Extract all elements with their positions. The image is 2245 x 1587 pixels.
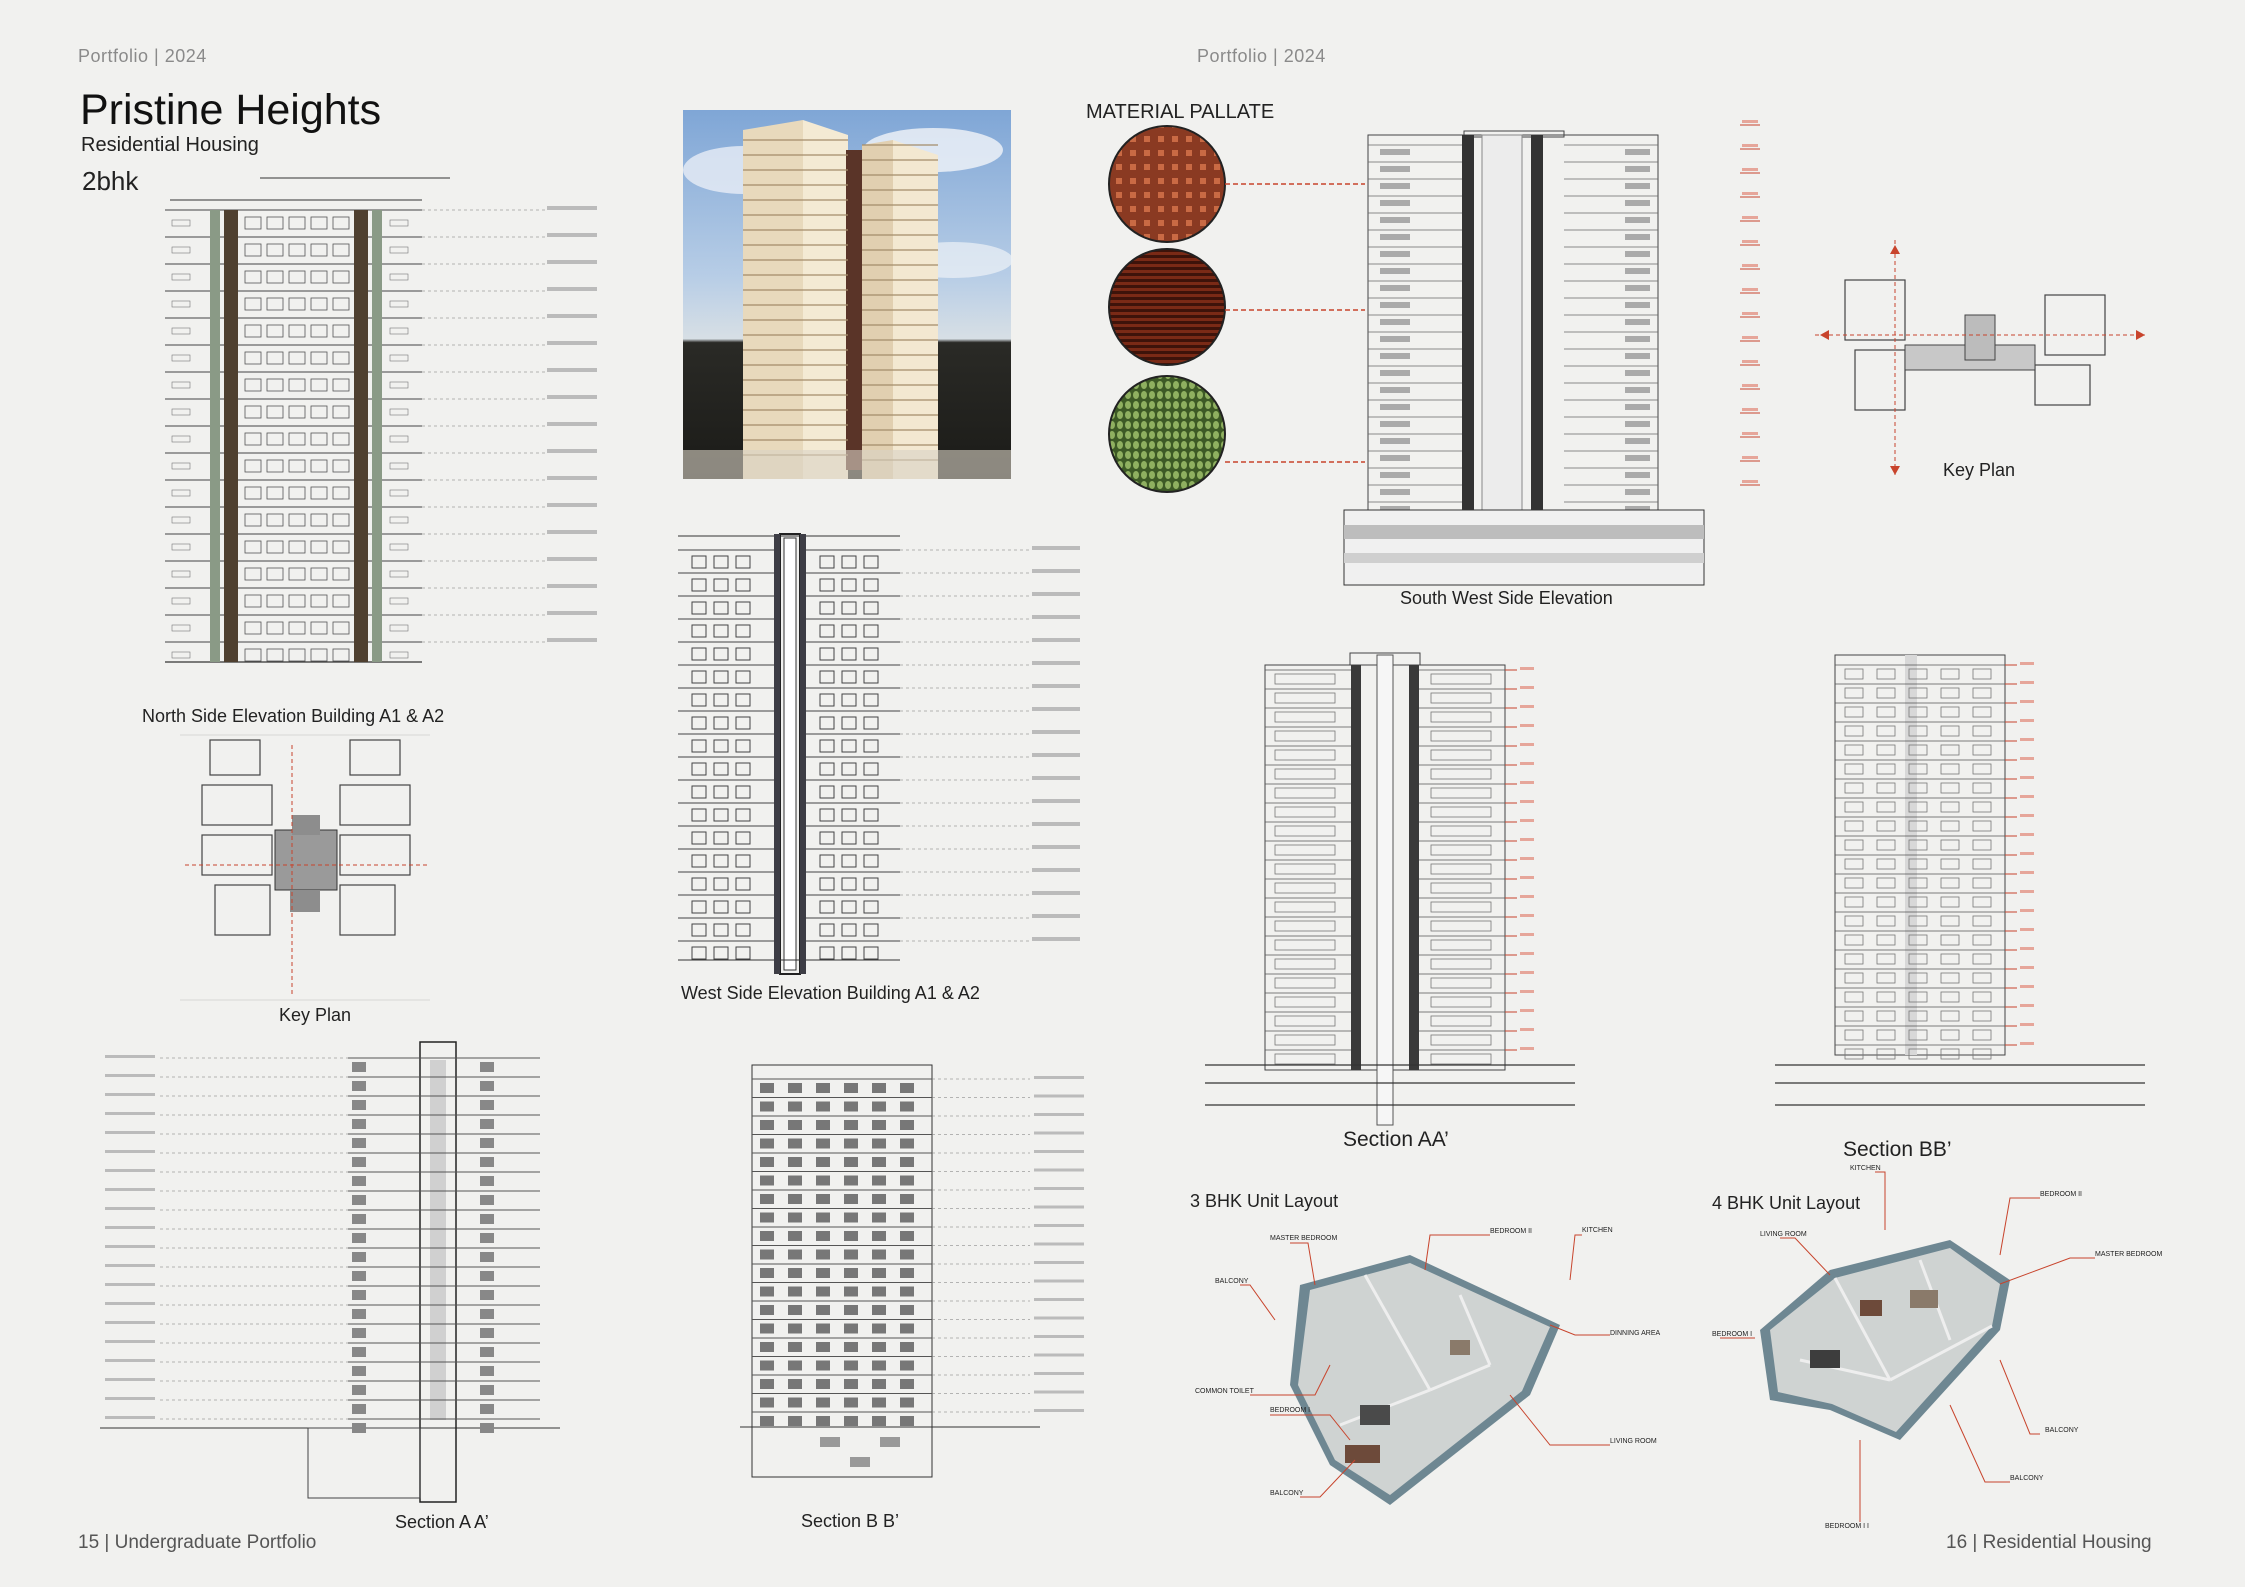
unit-3bhk-isometric <box>1190 1215 1690 1515</box>
material-pallate-heading: MATERIAL PALLATE <box>1086 101 1275 123</box>
section-aa-drawing <box>1205 645 1595 1130</box>
west-elevation-drawing <box>670 520 1110 980</box>
tower-render-image <box>683 110 1011 479</box>
unit-4bhk-isometric <box>1700 1160 2163 1540</box>
footer-left: 15 | Undergraduate Portfolio <box>78 1532 317 1553</box>
page-subtitle: Residential Housing <box>81 134 259 156</box>
footer-right: 16 | Residential Housing <box>1946 1532 2152 1553</box>
caption-north-elevation: North Side Elevation Building A1 & A2 <box>142 706 445 726</box>
section-a-left-drawing <box>100 1040 560 1510</box>
south-west-elevation-drawing <box>1340 105 1760 585</box>
caption-section-aa: Section AA’ <box>1343 1128 1449 1151</box>
green-wall-swatch <box>1109 376 1225 492</box>
room-label-3bhk: BALCONY <box>1215 1278 1249 1285</box>
room-label-4bhk: BALCONY <box>2045 1427 2079 1434</box>
room-label-4bhk: BEDROOM I I <box>1825 1523 1869 1530</box>
key-plan-right-drawing <box>1815 240 2155 480</box>
room-label-3bhk: DINNING AREA <box>1610 1330 1661 1337</box>
timber-louver-swatch <box>1109 249 1225 365</box>
room-label-3bhk: KITCHEN <box>1582 1227 1613 1234</box>
caption-section-b-left: Section B B’ <box>801 1511 900 1531</box>
caption-west-elevation: West Side Elevation Building A1 & A2 <box>681 983 980 1003</box>
room-label-3bhk: BEDROOM II <box>1490 1228 1533 1235</box>
section-bb-drawing <box>1695 645 2155 1130</box>
caption-section-a-left: Section A A’ <box>395 1512 489 1532</box>
caption-key-plan-right: Key Plan <box>1943 460 2016 480</box>
key-plan-left-drawing <box>180 735 470 1005</box>
north-elevation-drawing <box>160 170 660 695</box>
caption-3bhk-layout: 3 BHK Unit Layout <box>1190 1191 1339 1211</box>
brick-jali-swatch <box>1109 126 1225 242</box>
header-left: Portfolio | 2024 <box>78 46 207 66</box>
room-label-4bhk: BEDROOM I <box>1712 1331 1753 1338</box>
room-label-3bhk: COMMON TOILET <box>1195 1388 1254 1395</box>
room-label-4bhk: KITCHEN <box>1850 1165 1881 1172</box>
unit-type: 2bhk <box>82 166 139 196</box>
room-label-4bhk: BALCONY <box>2010 1475 2044 1482</box>
room-label-3bhk: BEDROOM I <box>1270 1407 1311 1414</box>
header-right: Portfolio | 2024 <box>1197 46 1326 66</box>
room-label-4bhk: BEDROOM II <box>2040 1191 2083 1198</box>
caption-4bhk-layout: 4 BHK Unit Layout <box>1712 1193 1861 1213</box>
room-label-4bhk: LIVING ROOM <box>1760 1231 1807 1238</box>
room-label-4bhk: MASTER BEDROOM <box>2095 1251 2163 1258</box>
caption-key-plan-left: Key Plan <box>279 1005 352 1025</box>
room-label-3bhk: BALCONY <box>1270 1490 1304 1497</box>
room-label-3bhk: MASTER BEDROOM <box>1270 1235 1338 1242</box>
room-label-3bhk: LIVING ROOM <box>1610 1438 1657 1445</box>
caption-south-west-elevation: South West Side Elevation <box>1400 588 1613 608</box>
caption-section-bb: Section BB’ <box>1843 1138 1952 1161</box>
page-title: Pristine Heights <box>80 86 382 134</box>
section-b-left-drawing <box>740 1055 1130 1505</box>
